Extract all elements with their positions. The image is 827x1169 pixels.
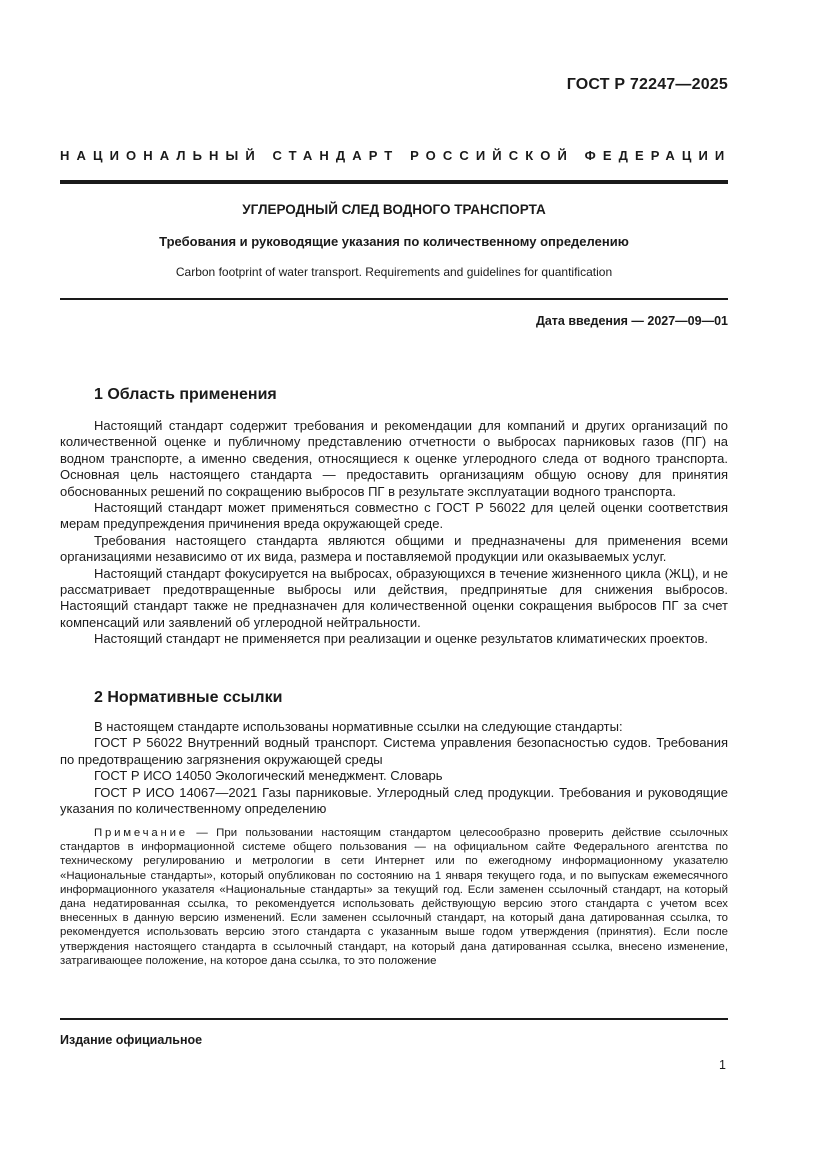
section-1-paragraph: Настоящий стандарт фокусируется на выбросах, образующихся в течение жизненного цикла (ЖЦ), и не рассматривает предотвращенные выбросы или действия, предпринятые для снижения выбросов. Настоящий стандарт также не предназначен для количественной оценки сокращения выбросов ПГ за счет компенсаций или заявлений об углеродной нейтральности. xyxy=(60,565,728,630)
standard-number: ГОСТ Р 72247—2025 xyxy=(566,76,728,93)
introduction-date: Дата введения — 2027—09—01 xyxy=(535,314,728,328)
note-text: — При пользовании настоящим стандартом целесообразно проверить действие ссылочных стандартов в информационной системе общего пользования — на официальном сайте Федерального агентства по техническому регулированию и метрологии в сети Интернет или по ежегодному информационному указателю «Национальные стандарты», который опубликован по состоянию на 1 января текущего года, и по выпускам ежемесячного информационного указателя «Национальные стандарты» за текущий год. Если заменен ссылочный стандарт, на который дана недатированная ссылка, то рекомендуется использовать действующую версию этого стандарта с учетом всех внесенных в данную версию изменений. Если заменен ссылочный стандарт, на который дана датированная ссылка, то рекомендуется использовать версию этого стандарта с указанным выше годом утверждения (принятия). Если после утверждения настоящего стандарта в ссылочный стандарт, на который дана датированная ссылка, внесено изменение, затрагивающее положение, на которое дана ссылка, то это положение xyxy=(60,827,728,967)
section-1-paragraph: Требования настоящего стандарта являются общими и предназначены для применения всеми организациями независимо от их вида, размера и поставляемой продукции или оказываемых услуг. xyxy=(60,532,728,565)
title-divider xyxy=(60,298,728,300)
section-2-body xyxy=(60,719,728,817)
thick-divider xyxy=(60,180,728,184)
edition-label: Издание официальное xyxy=(60,1033,203,1047)
section-1-body xyxy=(60,418,728,648)
section-2-heading: 2 Нормативные ссылки xyxy=(94,689,283,706)
page-number: 1 xyxy=(719,1058,726,1072)
document-subtitle: Требования и руководящие указания по количественному определению xyxy=(159,234,629,249)
document-title-english: Carbon footprint of water transport. Requirements and guidelines for quantification xyxy=(175,265,613,279)
section-2-paragraph: В настоящем стандарте использованы нормативные ссылки на следующие стандарты: xyxy=(94,719,623,734)
section-1-paragraph: Настоящий стандарт содержит требования и рекомендации для компаний и других организаций по количественной оценке и публичному представлению отчетности о выбросах парниковых газов (ПГ) на водном транспорте, а именно сведения, относящиеся к оценке углеродного следа от водного транспорта. Основная цель настоящего стандарта — предоставить организациям общую основу для принятия обоснованных решений по сокращению выбросов ПГ в результате эксплуатации водного транспорта. xyxy=(60,418,728,499)
section-1-heading: 1 Область применения xyxy=(94,386,277,403)
normative-reference: ГОСТ Р ИСО 14050 Экологический менеджмент. Словарь xyxy=(94,768,443,784)
section-1-paragraph: Настоящий стандарт может применяться совместно с ГОСТ Р 56022 для целей оценки соответствия мерам предупреждения причинения вреда окружающей среде. xyxy=(60,500,728,532)
note-label: Примечание xyxy=(94,827,188,839)
note-block xyxy=(60,826,728,968)
document-title: УГЛЕРОДНЫЙ СЛЕД ВОДНОГО ТРАНСПОРТА xyxy=(242,202,546,217)
national-standard-banner: НАЦИОНАЛЬНЫЙ СТАНДАРТ РОССИЙСКОЙ ФЕДЕРАЦИИ xyxy=(60,148,732,163)
footer-divider xyxy=(60,1018,728,1020)
normative-reference: ГОСТ Р 56022 Внутренний водный транспорт. Система управления безопасностью судов. Требования по предотвращению загрязнения окружающей среды xyxy=(60,735,728,767)
normative-reference: ГОСТ Р ИСО 14067—2021 Газы парниковые. Углеродный след продукции. Требования и руководящие указания по количественному определению xyxy=(60,784,728,817)
section-1-paragraph: Настоящий стандарт не применяется при реализации и оценке результатов климатических проектов. xyxy=(94,631,709,647)
